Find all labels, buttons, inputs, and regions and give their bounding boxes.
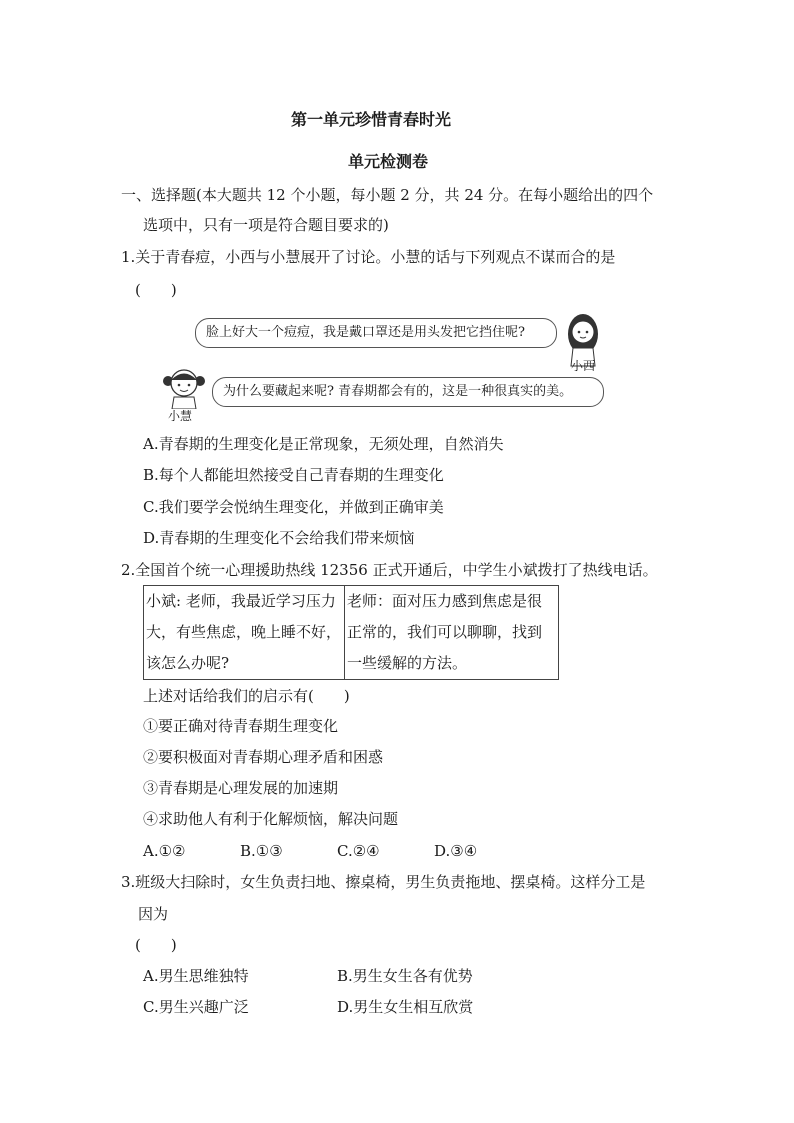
q2-dialog-teacher-line: 正常的，我们可以聊聊，找到 <box>347 623 543 641</box>
q2-dialog-student-line: 小斌: 老师，我最近学习压力 <box>146 592 336 610</box>
q3-option-c: C.男生兴趣广泛 <box>143 998 249 1016</box>
q2-dialog-teacher-line: 老师：面对压力感到焦虑是很 <box>347 592 543 610</box>
q3-answer-blank: ( ) <box>135 936 177 954</box>
q2-statement-1: ①要正确对待青春期生理变化 <box>143 717 339 735</box>
q2-option-b: B.①③ <box>240 842 283 860</box>
xiaohui-speech-bubble <box>212 377 604 407</box>
q3-option-d: D.男生女生相互欣赏 <box>337 998 474 1016</box>
q2-option-d: D.③④ <box>434 842 478 860</box>
q2-statement-4: ④求助他人有利于化解烦恼，解决问题 <box>143 810 399 828</box>
q2-option-a: A.①② <box>143 842 186 860</box>
xiaohui-speech-text: 为什么要藏起来呢? 青春期都会有的，这是一种很真实的美。 <box>223 384 573 399</box>
q1-option-a: A.青春期的生理变化是正常现象，无须处理，自然消失 <box>143 435 504 453</box>
page-title: 第一单元珍惜青春时光 <box>291 110 452 129</box>
q2-dialog-table <box>143 585 559 680</box>
q2-statement-2: ②要积极面对青春期心理矛盾和困惑 <box>143 748 384 766</box>
q1-option-c: C.我们要学会悦纳生理变化，并做到正确审美 <box>143 498 444 516</box>
q3-stem-line1: 3.班级大扫除时，女生负责扫地、擦桌椅，男生负责拖地、摆桌椅。这样分工是 <box>121 873 646 891</box>
q1-answer-blank: ( ) <box>135 281 177 299</box>
q2-dialog-student-line: 大，有些焦虑，晚上睡不好， <box>146 623 342 641</box>
q2-dialog-student-line: 该怎么办呢? <box>146 654 230 672</box>
xiaohui-name: 小慧 <box>168 409 193 423</box>
xiaoxi-speech-text: 脸上好大一个痘痘，我是戴口罩还是用头发把它挡住呢? <box>206 325 525 340</box>
q2-option-c: C.②④ <box>337 842 380 860</box>
q3-option-b: B.男生女生各有优势 <box>337 967 473 985</box>
section-heading-line1: 一、选择题(本大题共 12 个小题，每小题 2 分，共 24 分。在每小题给出的四个 <box>121 186 654 204</box>
q1-option-b: B.每个人都能坦然接受自己青春期的生理变化 <box>143 466 444 484</box>
q1-stem: 1.关于青春痘，小西与小慧展开了讨论。小慧的话与下列观点不谋而合的是 <box>121 248 616 266</box>
section-heading-line2: 选项中，只有一项是符合题目要求的) <box>143 216 389 234</box>
q2-stem: 2.全国首个统一心理援助热线 12356 正式开通后，中学生小斌拨打了热线电话。 <box>121 561 658 579</box>
page-subtitle: 单元检测卷 <box>348 152 429 171</box>
q2-statement-3: ③青春期是心理发展的加速期 <box>143 779 339 797</box>
q2-dialog-student-cell <box>144 586 345 680</box>
q2-dialog-teacher-line: 一些缓解的方法。 <box>347 654 468 672</box>
q3-option-a: A.男生思维独特 <box>143 967 249 985</box>
q2-dialog-teacher-cell <box>345 586 559 680</box>
q2-prompt: 上述对话给我们的启示有( ) <box>143 687 350 705</box>
xiaoxi-name: 小西 <box>571 359 596 373</box>
xiaohui-avatar <box>160 367 208 409</box>
q3-stem-line2: 因为 <box>138 905 169 923</box>
xiaoxi-speech-bubble <box>195 318 557 348</box>
q1-option-d: D.青春期的生理变化不会给我们带来烦恼 <box>143 529 415 547</box>
